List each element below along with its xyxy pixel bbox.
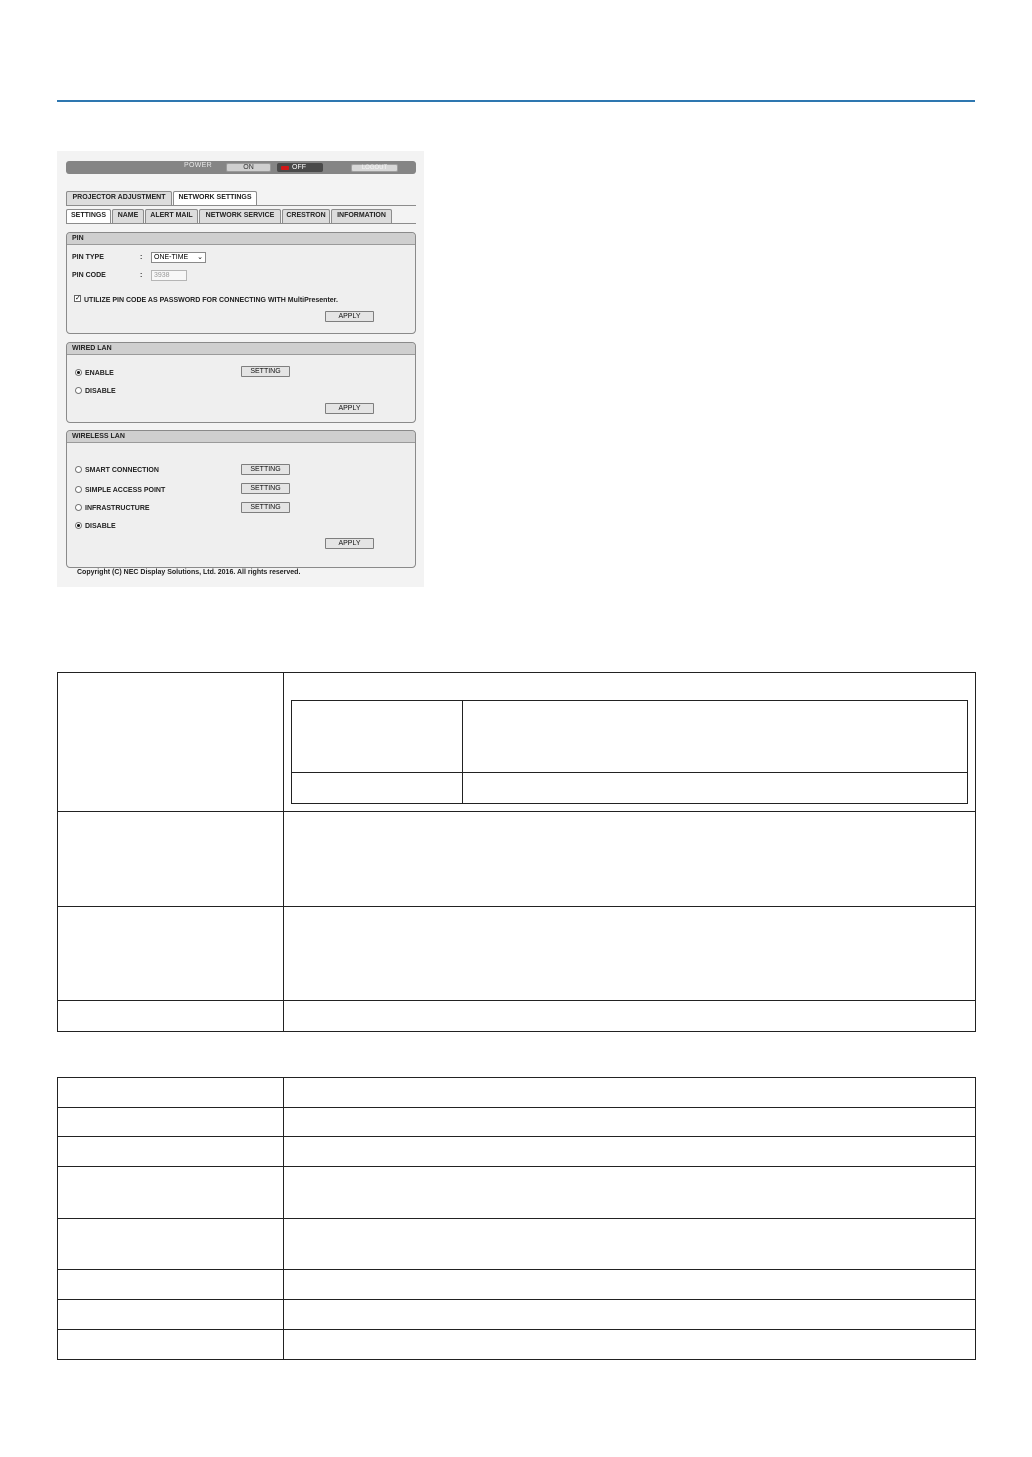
wireless-infrastructure-label: INFRASTRUCTURE	[85, 505, 150, 512]
wireless-simple-ap-radio[interactable]	[75, 486, 82, 493]
pin-password-checkbox-label: UTILIZE PIN CODE AS PASSWORD FOR CONNECTING WITH MultiPresenter.	[84, 297, 338, 304]
power-on-button[interactable]: ON	[226, 163, 271, 172]
tab-network-service[interactable]: NETWORK SERVICE	[199, 209, 281, 223]
wireless-simple-ap-label: SIMPLE ACCESS POINT	[85, 487, 166, 494]
tab-projector-adjustment[interactable]: PROJECTOR ADJUSTMENT	[66, 191, 172, 205]
pin-code-colon: :	[140, 272, 143, 279]
simple-ap-setting-button[interactable]: SETTING	[241, 483, 290, 494]
wireless-smart-connection-radio[interactable]	[75, 466, 82, 473]
wired-apply-button[interactable]: APPLY	[325, 403, 374, 414]
pin-section	[66, 232, 416, 334]
tab-alert-mail[interactable]: ALERT MAIL	[145, 209, 198, 223]
wireless-table-row-divider	[57, 1329, 976, 1330]
wireless-disable-label: DISABLE	[85, 523, 116, 530]
wired-lan-title: WIRED LAN	[67, 343, 415, 355]
pin-type-select[interactable]	[151, 252, 206, 263]
wireless-table-row-divider	[57, 1107, 976, 1108]
pin-apply-button[interactable]: APPLY	[325, 311, 374, 322]
settings-table-row-divider	[57, 811, 976, 812]
wireless-table-row-divider	[57, 1166, 976, 1167]
subtable-col-divider	[462, 700, 463, 804]
tab-information[interactable]: INFORMATION	[331, 209, 392, 223]
settings-table-row-divider	[57, 1000, 976, 1001]
wireless-table-row-divider	[57, 1299, 976, 1300]
chevron-down-icon: ⌄	[197, 254, 203, 261]
wired-setting-button[interactable]: SETTING	[241, 366, 290, 377]
wireless-table-row-divider	[57, 1218, 976, 1219]
pin-type-subtable	[291, 700, 968, 804]
wireless-table-row-divider	[57, 1136, 976, 1137]
copyright-text: Copyright (C) NEC Display Solutions, Ltd. 2016. All rights reserved.	[77, 569, 301, 576]
tab-network-settings[interactable]: NETWORK SETTINGS	[173, 191, 257, 205]
header-rule	[57, 100, 975, 102]
wired-disable-label: DISABLE	[85, 388, 116, 395]
pin-section-title: PIN	[67, 233, 415, 245]
power-bar	[66, 161, 416, 174]
tab-divider	[66, 205, 416, 206]
pin-type-label: PIN TYPE	[72, 254, 104, 261]
subtable-row-divider	[291, 772, 968, 773]
logout-button[interactable]: LOGOUT	[351, 164, 398, 172]
wireless-lan-title: WIRELESS LAN	[67, 431, 415, 443]
pin-password-checkbox[interactable]: ✓	[75, 295, 81, 302]
wireless-lan-section	[66, 430, 416, 568]
settings-table-col-divider	[283, 672, 284, 1032]
pin-code-input[interactable]: 3938	[151, 270, 187, 281]
wireless-disable-radio[interactable]	[75, 522, 82, 529]
pin-code-label: PIN CODE	[72, 272, 106, 279]
tab-name[interactable]: NAME	[112, 209, 144, 223]
infrastructure-setting-button[interactable]: SETTING	[241, 502, 290, 513]
pin-type-value: ONE-TIME	[154, 254, 189, 261]
power-off-button[interactable]	[277, 163, 323, 172]
subtab-divider	[66, 223, 416, 224]
power-led-icon	[281, 166, 289, 170]
network-settings-screenshot	[57, 151, 424, 587]
wired-disable-radio[interactable]	[75, 387, 82, 394]
wired-lan-section	[66, 342, 416, 423]
pin-type-colon: :	[140, 254, 143, 261]
tab-crestron[interactable]: CRESTRON	[282, 209, 330, 223]
settings-table-row-divider	[57, 906, 976, 907]
power-off-label: OFF	[292, 164, 306, 171]
wireless-infrastructure-radio[interactable]	[75, 504, 82, 511]
power-label: POWER	[184, 162, 212, 169]
smart-connection-setting-button[interactable]: SETTING	[241, 464, 290, 475]
wireless-table-row-divider	[57, 1269, 976, 1270]
wired-enable-label: ENABLE	[85, 370, 114, 377]
tab-settings[interactable]: SETTINGS	[66, 209, 111, 223]
wireless-smart-connection-label: SMART CONNECTION	[85, 467, 159, 474]
wired-enable-radio[interactable]	[75, 369, 82, 376]
wireless-apply-button[interactable]: APPLY	[325, 538, 374, 549]
